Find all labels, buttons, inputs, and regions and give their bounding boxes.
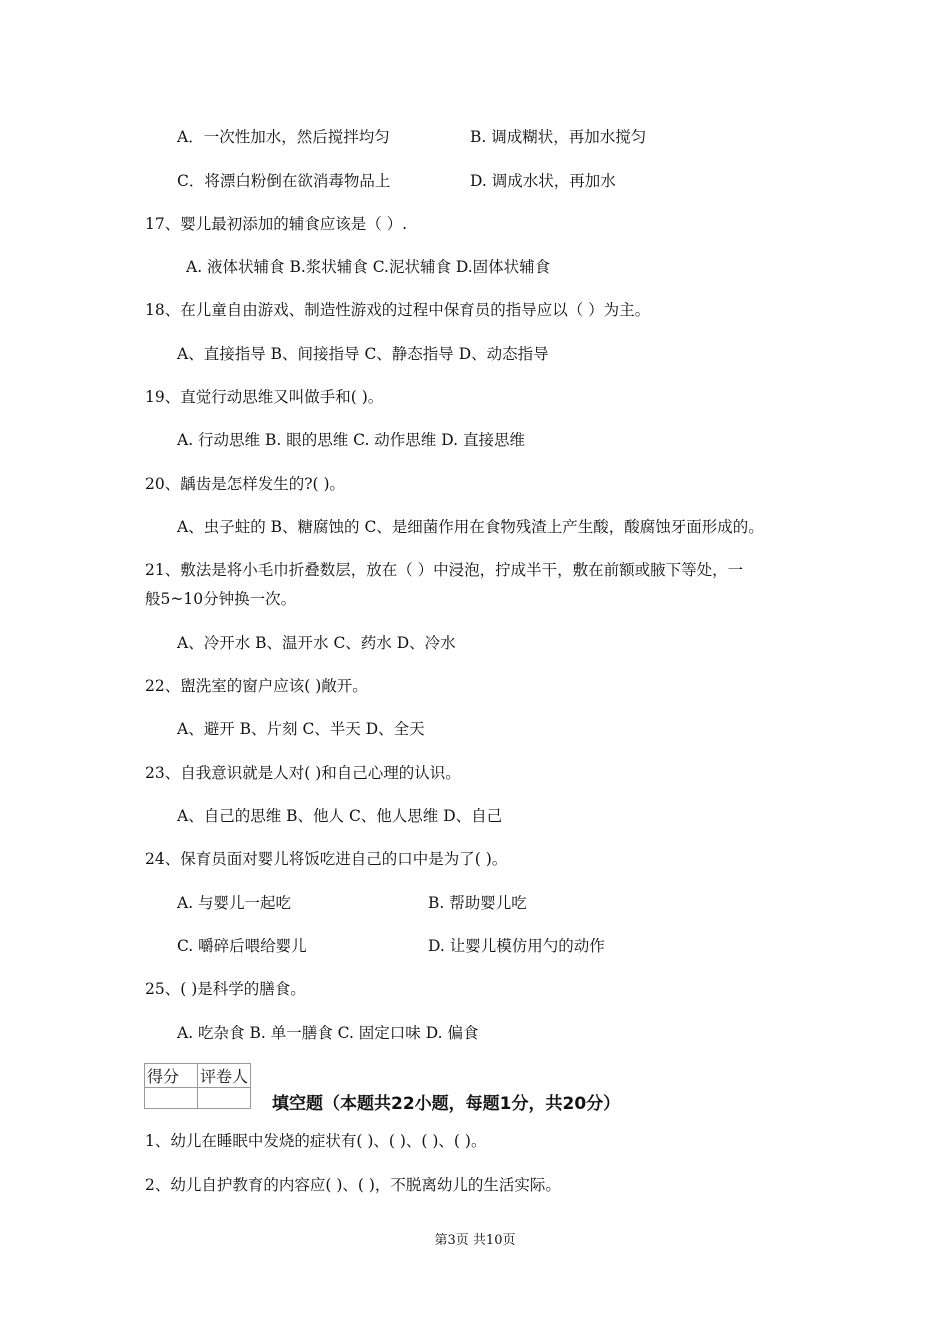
question-21-cont: 般5~10分钟换一次。 bbox=[145, 590, 297, 608]
question-19: 19、直觉行动思维又叫做手和( )。 bbox=[145, 388, 384, 406]
options-19: A. 行动思维 B. 眼的思维 C. 动作思维 D. 直接思维 bbox=[177, 431, 525, 449]
grader-cell bbox=[198, 1088, 251, 1109]
options-22: A、避开 B、片刻 C、半天 D、全天 bbox=[177, 720, 425, 738]
options-18: A、直接指导 B、间接指导 C、静态指导 D、动态指导 bbox=[177, 345, 549, 363]
question-22: 22、盥洗室的窗户应该( )敞开。 bbox=[145, 677, 368, 695]
option-24-a: A. 与婴儿一起吃 bbox=[177, 894, 292, 912]
question-21: 21、敷法是将小毛巾折叠数层，放在（ ）中浸泡，拧成半干，敷在前额或腋下等处，一 bbox=[145, 561, 744, 579]
question-20: 20、龋齿是怎样发生的?( )。 bbox=[145, 475, 346, 493]
options-25: A. 吃杂食 B. 单一膳食 C. 固定口味 D. 偏食 bbox=[177, 1024, 479, 1042]
question-25: 25、( )是科学的膳食。 bbox=[145, 980, 306, 998]
question-17: 17、婴儿最初添加的辅食应该是（ ）. bbox=[145, 215, 408, 233]
options-17: A. 液体状辅食 B.浆状辅食 C.泥状辅食 D.固体状辅食 bbox=[186, 258, 551, 276]
grader-label: 评卷人 bbox=[198, 1064, 251, 1088]
options-21: A、冷开水 B、温开水 C、药水 D、冷水 bbox=[177, 634, 456, 652]
question-23: 23、自我意识就是人对( )和自己心理的认识。 bbox=[145, 764, 461, 782]
score-label: 得分 bbox=[145, 1064, 198, 1088]
score-cell bbox=[145, 1088, 198, 1109]
fill-question-1: 1、幼儿在睡眠中发烧的症状有( )、( )、( )、( )。 bbox=[145, 1132, 487, 1150]
question-18: 18、在儿童自由游戏、制造性游戏的过程中保育员的指导应以（ ）为主。 bbox=[145, 301, 651, 319]
option-24-d: D. 让婴儿模仿用勺的动作 bbox=[428, 937, 605, 955]
options-23: A、自己的思维 B、他人 C、他人思维 D、自己 bbox=[177, 807, 503, 825]
fill-question-2: 2、幼儿自护教育的内容应( )、( )，不脱离幼儿的生活实际。 bbox=[145, 1176, 561, 1194]
option-d: D. 调成水状，再加水 bbox=[470, 172, 616, 190]
option-a: A．一次性加水，然后搅拌均匀 bbox=[177, 128, 390, 146]
section-title: 填空题（本题共22小题，每题1分，共20分） bbox=[272, 1094, 621, 1114]
option-b: B. 调成糊状，再加水搅匀 bbox=[470, 128, 647, 146]
score-table bbox=[144, 1063, 251, 1109]
option-24-b: B. 帮助婴儿吃 bbox=[428, 894, 527, 912]
page-footer: 第3页 共10页 bbox=[434, 1233, 516, 1248]
options-20: A、虫子蛀的 B、糖腐蚀的 C、是细菌作用在食物残渣上产生酸，酸腐蚀牙面形成的。 bbox=[177, 518, 764, 536]
question-24: 24、保育员面对婴儿将饭吃进自己的口中是为了( )。 bbox=[145, 850, 508, 868]
option-24-c: C. 嚼碎后喂给婴儿 bbox=[177, 937, 307, 955]
option-c: C．将漂白粉倒在欲消毒物品上 bbox=[177, 172, 391, 190]
